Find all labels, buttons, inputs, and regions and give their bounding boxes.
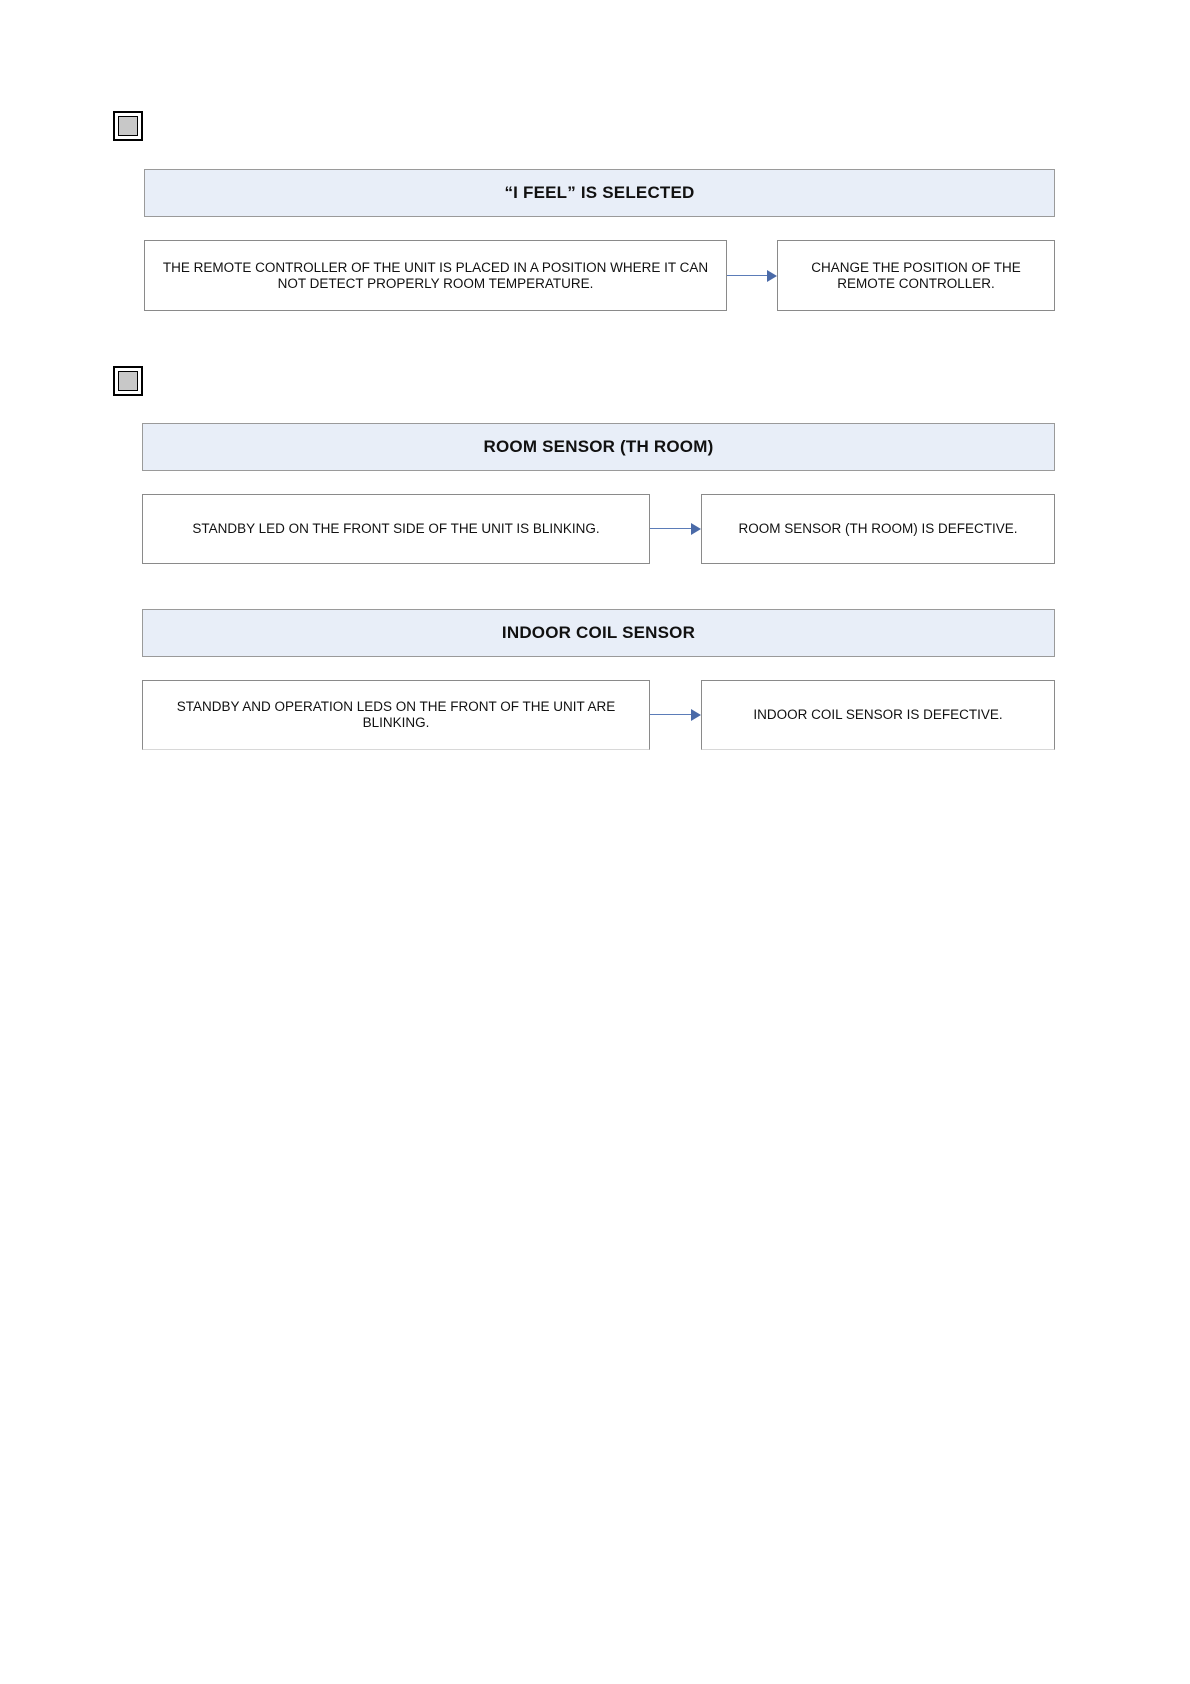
section-header-indoor-coil-sensor: INDOOR COIL SENSOR [142, 609, 1055, 657]
section-header-room-sensor: ROOM SENSOR (TH ROOM) [142, 423, 1055, 471]
section-header-i-feel: “I FEEL” IS SELECTED [144, 169, 1055, 217]
action-box-i-feel: CHANGE THE POSITION OF THE REMOTE CONTROLLER. [777, 240, 1055, 311]
cause-box-room-sensor: STANDBY LED ON THE FRONT SIDE OF THE UNIT IS BLINKING. [142, 494, 650, 564]
action-box-indoor-coil: INDOOR COIL SENSOR IS DEFECTIVE. [701, 680, 1055, 750]
flow-arrow-2 [650, 523, 701, 535]
flow-arrow-3 [650, 709, 701, 721]
action-box-room-sensor: ROOM SENSOR (TH ROOM) IS DEFECTIVE. [701, 494, 1055, 564]
arrowhead-icon [691, 709, 701, 721]
arrowhead-icon [767, 270, 777, 282]
cause-box-i-feel: THE REMOTE CONTROLLER OF THE UNIT IS PLACED IN A POSITION WHERE IT CAN NOT DETECT PROPERLY ROOM TEMPERATURE. [144, 240, 727, 311]
arrowhead-icon [691, 523, 701, 535]
checkbox-marker-2 [113, 366, 143, 396]
flow-arrow-1 [727, 270, 777, 282]
checkbox-marker-1 [113, 111, 143, 141]
cause-box-indoor-coil: STANDBY AND OPERATION LEDS ON THE FRONT OF THE UNIT ARE BLINKING. [142, 680, 650, 750]
